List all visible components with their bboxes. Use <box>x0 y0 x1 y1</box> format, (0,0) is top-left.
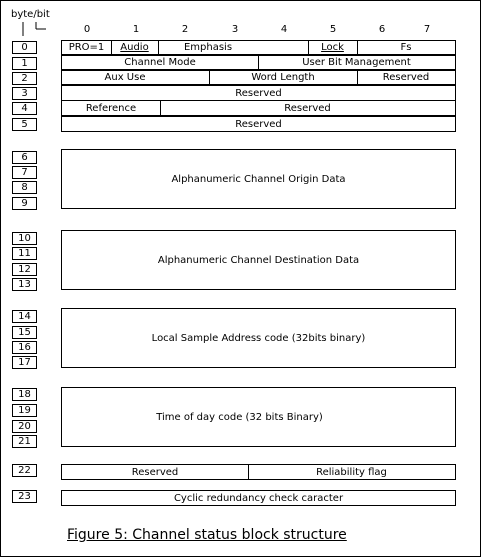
channel-mode-field: Channel Mode <box>124 57 196 68</box>
byte-number-box: 12 <box>12 263 37 276</box>
byte1-row <box>61 55 456 70</box>
byte3-row <box>61 85 456 101</box>
sample-address-block <box>61 308 456 368</box>
byte-number-box: 21 <box>12 435 37 448</box>
bit-label: 3 <box>231 24 239 35</box>
bit-label: 4 <box>280 24 288 35</box>
reserved-byte4-field: Reserved <box>284 102 331 114</box>
byte-number-box: 15 <box>12 326 37 339</box>
byte-number-box: 8 <box>12 181 37 194</box>
emphasis-field: Emphasis <box>183 42 233 53</box>
origin-data-block <box>61 149 456 209</box>
byte-number-box: 1 <box>12 57 37 70</box>
header-brackets <box>1 1 480 41</box>
byte-number-box: 16 <box>12 341 37 354</box>
bit-label: 1 <box>132 24 140 35</box>
byte-number-box: 0 <box>12 41 37 54</box>
reserved-byte5-field: Reserved <box>235 118 282 130</box>
figure-caption: Figure 5: Channel status block structure <box>67 527 347 543</box>
bit-label: 0 <box>83 24 91 35</box>
lock-field: Lock <box>321 42 344 53</box>
byte23-row <box>61 490 456 506</box>
byte4-row <box>61 100 456 116</box>
reserved-byte22-field: Reserved <box>131 466 179 478</box>
reserved-byte2-field: Reserved <box>382 72 430 83</box>
byte-number-box: 11 <box>12 247 37 260</box>
byte5-row <box>61 116 456 132</box>
reliability-flag-field: Reliability flag <box>316 466 387 478</box>
byte-number-box: 18 <box>12 388 37 401</box>
reference-field: Reference <box>85 102 137 114</box>
audio-field: Audio <box>120 42 149 53</box>
byte-number-box: 23 <box>12 490 37 503</box>
byte-number-box: 3 <box>12 87 37 100</box>
byte-number-box: 20 <box>12 420 37 433</box>
bit-label: 7 <box>423 24 431 35</box>
byte-number-box: 19 <box>12 404 37 417</box>
byte-number-box: 2 <box>12 72 37 85</box>
reserved-byte3-field: Reserved <box>235 87 282 99</box>
destination-data-block <box>61 230 456 290</box>
byte-number-box: 7 <box>12 166 37 179</box>
byte0-row <box>61 40 456 55</box>
byte-number-box: 10 <box>12 232 37 245</box>
bit-label: 6 <box>378 24 386 35</box>
byte-number-box: 14 <box>12 310 37 323</box>
byte-number-box: 9 <box>12 197 37 210</box>
word-length-field: Word Length <box>251 72 315 83</box>
byte-number-box: 13 <box>12 278 37 291</box>
aux-use-field: Aux Use <box>104 72 146 83</box>
destination-data-label: Alphanumeric Channel Destination Data <box>157 254 360 266</box>
byte-number-box: 4 <box>12 102 37 115</box>
fs-field: Fs <box>400 42 412 53</box>
time-of-day-block <box>61 387 456 447</box>
byte-number-box: 6 <box>12 151 37 164</box>
sample-address-label: Local Sample Address code (32bits binary) <box>151 332 366 344</box>
time-of-day-label: Time of day code (32 bits Binary) <box>156 411 323 423</box>
byte22-row <box>61 464 456 480</box>
crc-field: Cyclic redundancy check caracter <box>173 492 344 504</box>
byte2-row <box>61 70 456 85</box>
bit-label: 2 <box>181 24 189 35</box>
byte-number-box: 22 <box>12 464 37 477</box>
byte-number-box: 17 <box>12 356 37 369</box>
user-bit-management-field: User Bit Management <box>302 57 411 68</box>
byte-bit-label: byte/bit <box>11 9 50 20</box>
byte-number-box: 5 <box>12 118 37 131</box>
origin-data-label: Alphanumeric Channel Origin Data <box>171 173 346 185</box>
bit-label: 5 <box>329 24 337 35</box>
pro-field: PRO=1 <box>68 42 105 53</box>
